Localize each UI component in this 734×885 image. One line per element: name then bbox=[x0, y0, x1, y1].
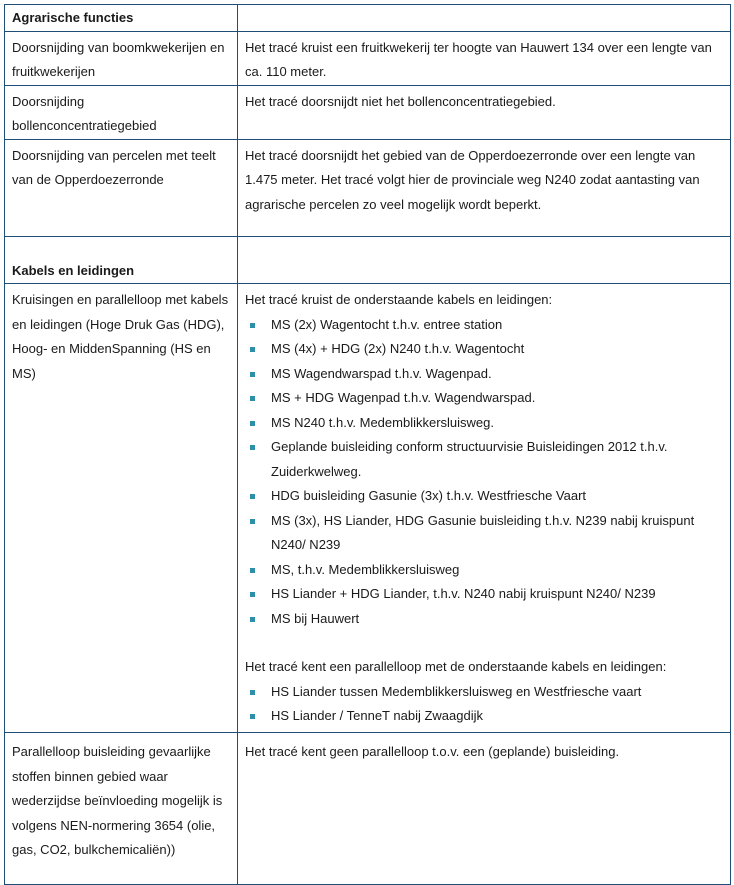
square-bullet-icon bbox=[250, 372, 255, 377]
section-header-empty-cell bbox=[238, 236, 731, 284]
table-row bbox=[5, 733, 731, 885]
section-header-row bbox=[5, 5, 731, 32]
row-label: Doorsnijding van percelen met teelt van de Opperdoezerronde bbox=[5, 139, 238, 236]
section-header-agrarische-functies: Agrarische functies bbox=[5, 5, 238, 32]
crossing-intro: Het tracé kruist de onderstaande kabels en leidingen: bbox=[245, 292, 553, 307]
row-label: Doorsnijding van boomkwekerijen en fruitkwekerijen bbox=[5, 31, 238, 85]
list-item bbox=[245, 680, 724, 705]
square-bullet-icon bbox=[250, 347, 255, 352]
assessment-table bbox=[4, 4, 731, 885]
square-bullet-icon bbox=[250, 396, 255, 401]
list-item-text: MS + HDG Wagenpad t.h.v. Wagendwarspad. bbox=[271, 390, 536, 405]
list-item-text: MS bij Hauwert bbox=[271, 610, 360, 626]
row-text: Het tracé kent geen parallelloop t.o.v. een (geplande) buisleiding. bbox=[238, 733, 731, 885]
crossing-list bbox=[245, 313, 724, 632]
list-item bbox=[245, 337, 724, 362]
parallel-list bbox=[245, 680, 724, 729]
table-row bbox=[5, 31, 731, 85]
list-item bbox=[245, 313, 724, 338]
table-row bbox=[5, 284, 731, 733]
square-bullet-icon bbox=[250, 568, 255, 573]
square-bullet-icon bbox=[250, 445, 255, 450]
list-item bbox=[245, 362, 724, 387]
row-content bbox=[238, 284, 731, 733]
square-bullet-icon bbox=[250, 494, 255, 499]
section-header-empty-cell bbox=[238, 5, 731, 32]
list-item bbox=[245, 484, 724, 509]
list-item-text: Geplande buisleiding conform structuurvisie Buisleidingen 2012 t.h.v. Zuiderkwelweg. bbox=[271, 439, 668, 479]
list-item bbox=[245, 509, 724, 558]
list-item-text: HDG buisleiding Gasunie (3x) t.h.v. Westfriesche Vaart bbox=[271, 488, 587, 503]
parallel-intro: Het tracé kent een parallelloop met de onderstaande kabels en leidingen: bbox=[245, 659, 667, 674]
row-text: Het tracé doorsnijdt niet het bollenconcentratiegebied. bbox=[238, 85, 731, 139]
list-item-text: HS Liander + HDG Liander, t.h.v. N240 nabij kruispunt N240/ N239 bbox=[271, 586, 656, 601]
list-item bbox=[245, 411, 724, 436]
list-item-text: HS Liander / TenneT nabij Zwaagdijk bbox=[271, 708, 483, 723]
row-text: Het tracé doorsnijdt het gebied van de Opperdoezerronde over een lengte van 1.475 meter. Het tracé volgt hier de provinciale weg N240 zodat aantasting van agrarische percelen zo veel mogelijk wordt beperkt. bbox=[238, 139, 731, 236]
list-item-text: HS Liander tussen Medemblikkersluisweg en Westfriesche vaart bbox=[271, 683, 642, 699]
paragraph-gap bbox=[245, 631, 724, 655]
list-item-text: MS (3x), HS Liander, HDG Gasunie buisleiding t.h.v. N239 nabij kruispunt N240/ N239 bbox=[271, 512, 695, 552]
table-row bbox=[5, 139, 731, 236]
list-item bbox=[245, 386, 724, 411]
square-bullet-icon bbox=[250, 617, 255, 622]
square-bullet-icon bbox=[250, 690, 255, 695]
list-item-text: MS, t.h.v. Medemblikkersluisweg bbox=[271, 561, 460, 577]
list-item bbox=[245, 704, 724, 729]
list-item-text: MS Wagendwarspad t.h.v. Wagenpad. bbox=[271, 365, 492, 381]
list-item-text: MS (4x) + HDG (2x) N240 t.h.v. Wagentocht bbox=[271, 341, 525, 356]
square-bullet-icon bbox=[250, 714, 255, 719]
table-row bbox=[5, 85, 731, 139]
list-item bbox=[245, 558, 724, 583]
list-item-text: MS N240 t.h.v. Medemblikkersluisweg. bbox=[271, 414, 495, 430]
section-header-row bbox=[5, 236, 731, 284]
square-bullet-icon bbox=[250, 421, 255, 426]
row-label: Parallelloop buisleiding gevaarlijke stoffen binnen gebied waar wederzijdse beïnvloeding mogelijk is volgens NEN-normering 3654 (olie, gas, CO2, bulkchemicaliën)) bbox=[5, 733, 238, 885]
row-label: Doorsnijding bollenconcentratiegebied bbox=[5, 85, 238, 139]
list-item bbox=[245, 582, 724, 607]
square-bullet-icon bbox=[250, 519, 255, 524]
list-item bbox=[245, 607, 724, 632]
square-bullet-icon bbox=[250, 592, 255, 597]
row-text: Het tracé kruist een fruitkwekerij ter hoogte van Hauwert 134 over een lengte van ca. 110 meter. bbox=[238, 31, 731, 85]
square-bullet-icon bbox=[250, 323, 255, 328]
section-header-kabels-en-leidingen: Kabels en leidingen bbox=[5, 236, 238, 284]
list-item bbox=[245, 435, 724, 484]
list-item-text: MS (2x) Wagentocht t.h.v. entree station bbox=[271, 316, 503, 332]
row-label: Kruisingen en parallelloop met kabels en leidingen (Hoge Druk Gas (HDG), Hoog- en MiddenSpanning (HS en MS) bbox=[5, 284, 238, 733]
